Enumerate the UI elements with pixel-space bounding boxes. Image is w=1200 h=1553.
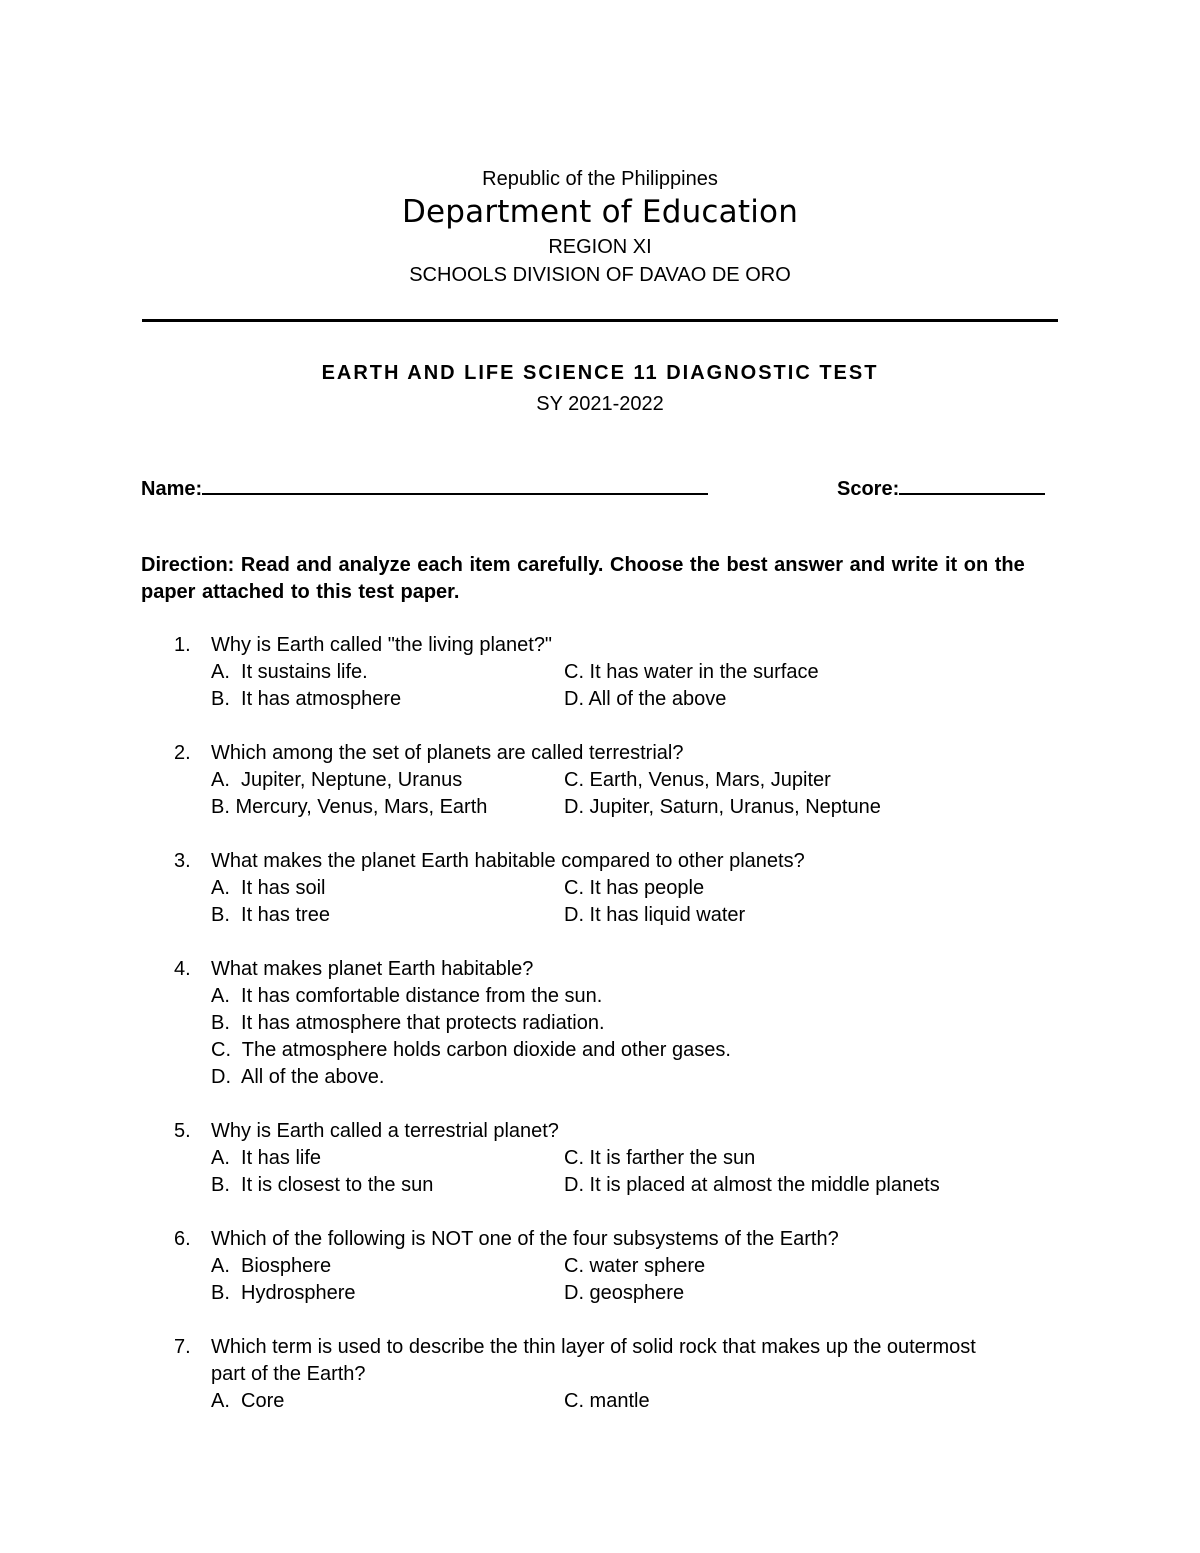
question-stem-line — [0, 1226, 1200, 1253]
options-row — [0, 686, 1200, 713]
answer-option: C. It has water in the surface — [564, 661, 819, 683]
answer-option: A. Biosphere — [211, 1255, 332, 1277]
question-number: 7. — [174, 1336, 191, 1358]
answer-option: D. It is placed at almost the middle planets — [564, 1174, 940, 1196]
answer-option: B. It has atmosphere that protects radiation. — [211, 1012, 605, 1034]
score-label: Score: — [837, 478, 900, 500]
question-stem-line — [0, 956, 1200, 983]
answer-option: B. It has atmosphere — [211, 688, 402, 710]
question-spacer — [0, 1199, 1200, 1226]
question-stem-line — [0, 1361, 1200, 1388]
answer-option: A. It sustains life. — [211, 661, 368, 683]
question-item — [0, 1226, 1200, 1334]
answer-option: C. It has people — [564, 877, 705, 899]
region-line: REGION XI — [548, 236, 652, 258]
question-spacer — [0, 713, 1200, 740]
question-stem: What makes planet Earth habitable? — [211, 958, 534, 980]
question-stem: What makes the planet Earth habitable compared to other planets? — [211, 850, 805, 872]
score-blank-line — [899, 473, 1045, 495]
question-stem-line — [0, 740, 1200, 767]
department-title: Department of Education — [401, 194, 799, 230]
answer-option: B. Mercury, Venus, Mars, Earth — [211, 796, 488, 818]
question-number: 5. — [174, 1120, 191, 1142]
question-number: 2. — [174, 742, 191, 764]
question-stem: Why is Earth called a terrestrial planet? — [211, 1120, 559, 1142]
options-row — [0, 875, 1200, 902]
name-label: Name: — [141, 478, 203, 500]
options-row — [0, 902, 1200, 929]
question-number: 6. — [174, 1228, 191, 1250]
question-number: 4. — [174, 958, 191, 980]
question-stem: Which of the following is NOT one of the four subsystems of the Earth? — [211, 1228, 839, 1250]
options-row — [0, 767, 1200, 794]
options-row — [0, 1172, 1200, 1199]
answer-option: C. water sphere — [564, 1255, 706, 1277]
question-number: 1. — [174, 634, 191, 656]
options-row — [0, 1064, 1200, 1091]
options-row — [0, 1037, 1200, 1064]
options-row — [0, 1280, 1200, 1307]
question-spacer — [0, 1091, 1200, 1118]
answer-option: D. All of the above — [564, 688, 727, 710]
question-spacer — [0, 1307, 1200, 1334]
options-row — [0, 983, 1200, 1010]
school-year: SY 2021-2022 — [536, 393, 664, 415]
answer-option: C. The atmosphere holds carbon dioxide and other gases. — [211, 1039, 731, 1061]
name-field — [141, 473, 708, 501]
republic-line: Republic of the Philippines — [482, 168, 718, 190]
answer-option: A. Core — [211, 1390, 285, 1412]
question-item — [0, 1334, 1200, 1415]
answer-option: A. It has life — [211, 1147, 322, 1169]
answer-option: C. It is farther the sun — [564, 1147, 756, 1169]
score-field — [837, 473, 1045, 501]
question-number: 3. — [174, 850, 191, 872]
answer-option: A. Jupiter, Neptune, Uranus — [211, 769, 463, 791]
question-stem-line — [0, 848, 1200, 875]
question-stem: Which term is used to describe the thin layer of solid rock that makes up the outermost — [211, 1336, 976, 1358]
options-row — [0, 1010, 1200, 1037]
question-item — [0, 848, 1200, 956]
question-item — [0, 740, 1200, 848]
question-stem: Which among the set of planets are called terrestrial? — [211, 742, 684, 764]
answer-option: B. Hydrosphere — [211, 1282, 356, 1304]
header-divider — [142, 319, 1058, 322]
test-title: EARTH AND LIFE SCIENCE 11 DIAGNOSTIC TEST — [321, 362, 879, 384]
options-row — [0, 1388, 1200, 1415]
question-spacer — [0, 821, 1200, 848]
answer-option: C. Earth, Venus, Mars, Jupiter — [564, 769, 831, 791]
question-stem-line — [0, 1334, 1200, 1361]
question-spacer — [0, 929, 1200, 956]
answer-option: D. geosphere — [564, 1282, 685, 1304]
options-row — [0, 659, 1200, 686]
question-item — [0, 632, 1200, 740]
answer-option: D. All of the above. — [211, 1066, 385, 1088]
answer-option: A. It has soil — [211, 877, 326, 899]
options-row — [0, 1253, 1200, 1280]
answer-option: D. It has liquid water — [564, 904, 746, 926]
options-row — [0, 1145, 1200, 1172]
answer-option: A. It has comfortable distance from the sun. — [211, 985, 603, 1007]
answer-option: C. mantle — [564, 1390, 650, 1412]
answer-option: D. Jupiter, Saturn, Uranus, Neptune — [564, 796, 881, 818]
question-item — [0, 956, 1200, 1118]
name-blank-line — [202, 473, 708, 495]
direction-text: Direction: Read and analyze each item carefully. Choose the best answer and write it on the paper attached to this test paper. — [141, 554, 1025, 603]
answer-option: B. It has tree — [211, 904, 330, 926]
options-row — [0, 794, 1200, 821]
question-stem: Why is Earth called "the living planet?" — [211, 634, 553, 656]
question-stem-line — [0, 632, 1200, 659]
question-stem-line — [0, 1118, 1200, 1145]
question-list — [0, 632, 1200, 1415]
question-item — [0, 1118, 1200, 1226]
answer-option: B. It is closest to the sun — [211, 1174, 434, 1196]
question-stem: part of the Earth? — [211, 1363, 366, 1385]
division-line: SCHOOLS DIVISION OF DAVAO DE ORO — [409, 264, 791, 286]
